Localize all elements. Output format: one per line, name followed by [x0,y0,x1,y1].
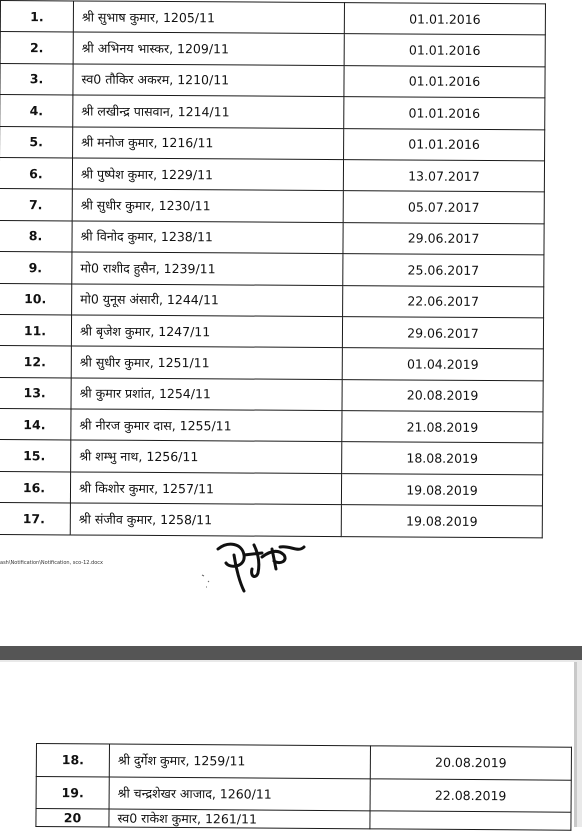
employee-name: श्री मनोज कुमार, 1216/11 [73,127,344,160]
employee-name: मो0 युनूस अंसारी, 1244/11 [72,283,343,316]
employee-name: स्व0 राकेश कुमार, 1261/11 [109,809,370,829]
row-number: 2. [0,32,73,64]
joining-date: 01.01.2016 [344,128,545,161]
row-number: 19. [36,776,109,809]
table-row [0,283,544,318]
joining-date: 29.06.2017 [343,222,544,255]
employee-name: श्री किशोर कुमार, 1257/11 [70,472,341,505]
row-number: 6. [0,157,73,189]
employee-name: श्री सुधीर कुमार, 1230/11 [72,189,343,222]
table-row [0,95,545,130]
table-row [0,409,543,444]
employee-name: स्व0 तौकिर अकरम, 1210/11 [73,64,344,97]
table-row [0,220,544,255]
footer-file-path: ash\Notification\Notification, sco-12.docx [0,560,103,566]
row-number: 1. [0,1,73,33]
joining-date: 25.06.2017 [343,254,544,287]
joining-date: 22.08.2019 [370,778,571,812]
employee-name: श्री शम्भु नाथ, 1256/11 [71,440,342,473]
table-row [36,776,571,812]
row-number: 3. [0,63,73,95]
joining-date: 01.01.2016 [344,3,545,36]
table-row [0,32,545,67]
table-row [0,189,544,224]
employee-name: श्री सुधीर कुमार, 1251/11 [71,346,342,379]
row-number: 12. [0,346,71,378]
table-row [0,252,544,287]
employee-name: श्री संजीव कुमार, 1258/11 [70,503,341,536]
joining-date: 19.08.2019 [341,505,542,538]
table-row [0,471,543,506]
employee-name: श्री पुष्पेश कुमार, 1229/11 [72,158,343,191]
joining-date: 29.06.2017 [342,317,543,350]
joining-date: 18.08.2019 [342,442,543,475]
row-number: 14. [0,409,71,441]
employee-name: मो0 राशीद हुसैन, 1239/11 [72,252,343,285]
table-row [0,346,543,381]
signature [200,535,310,599]
employee-name: श्री बृजेश कुमार, 1247/11 [71,315,342,348]
row-number: 8. [0,220,72,252]
row-number: 11. [0,314,72,346]
row-number: 17. [0,503,70,535]
row-number: 7. [0,189,72,221]
joining-date: 21.08.2019 [342,411,543,444]
employee-name: श्री विनोद कुमार, 1238/11 [72,221,343,254]
employee-table-page-2 [35,743,572,831]
employee-name: श्री अभिनय भास्कर, 1209/11 [73,32,344,65]
joining-date: 01.01.2016 [344,97,545,130]
joining-date: 19.08.2019 [341,473,542,506]
joining-date: 13.07.2017 [343,160,544,193]
row-number: 15. [0,440,71,472]
table-row [0,503,542,538]
table-row [0,157,545,192]
joining-date: 01.04.2019 [342,348,543,381]
employee-name: श्री दुर्गेश कुमार, 1259/11 [109,744,370,778]
joining-date: 20.08.2019 [342,379,543,412]
employee-name: श्री लखीन्द्र पासवान, 1214/11 [73,95,344,128]
joining-date: 20.08.2019 [370,746,571,780]
row-number: 9. [0,252,72,284]
row-number: 20 [36,809,109,828]
row-number: 16. [0,471,71,503]
employee-name: श्री कुमार प्रशांत, 1254/11 [71,378,342,411]
joining-date: 01.01.2016 [344,65,545,98]
row-number: 5. [0,126,73,158]
joining-date: 01.01.2016 [344,34,545,67]
row-number: 18. [36,744,109,777]
table-row [0,314,544,349]
employee-name: श्री नीरज कुमार दास, 1255/11 [71,409,342,442]
joining-date: 22.06.2017 [343,285,544,318]
row-number: 10. [0,283,72,315]
table-row [36,744,571,780]
row-number: 13. [0,377,71,409]
row-number: 4. [0,95,73,127]
employee-name: श्री सुभाष कुमार, 1205/11 [73,1,344,34]
table-row [0,440,543,475]
table-row [0,63,545,98]
page-separator [0,646,582,660]
joining-date: 05.07.2017 [343,191,544,224]
table-row [0,126,545,161]
joining-date [370,811,571,830]
table-row [0,377,543,412]
employee-name: श्री चन्द्रशेखर आजाद, 1260/11 [109,777,370,811]
table-row [0,1,545,36]
